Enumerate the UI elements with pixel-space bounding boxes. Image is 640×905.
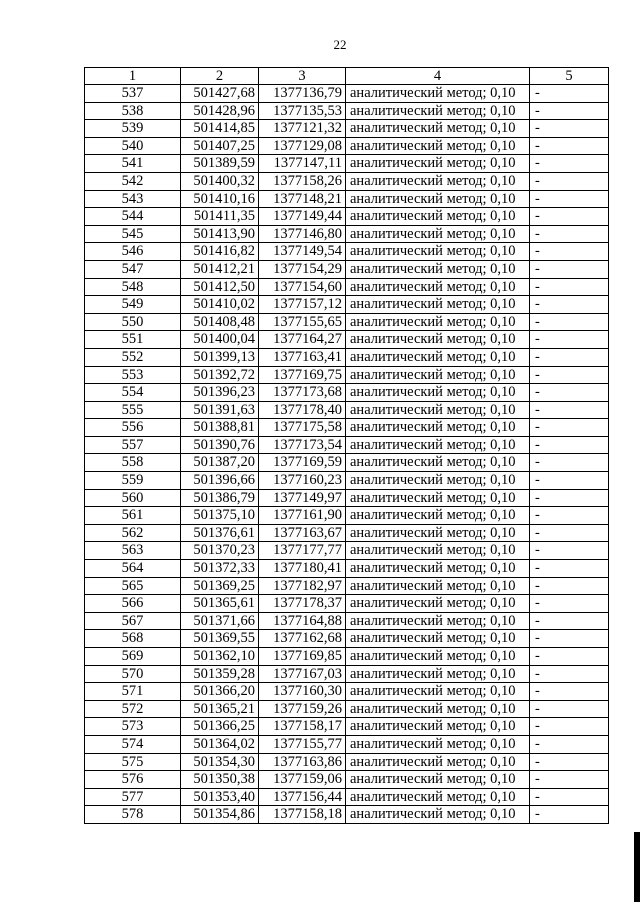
point-number-cell: 564 — [85, 560, 181, 578]
point-number-cell: 570 — [85, 665, 181, 683]
x-coordinate-cell: 501389,59 — [181, 155, 259, 173]
coordinates-table — [84, 67, 609, 824]
table-row — [85, 595, 609, 613]
y-coordinate-cell: 1377160,30 — [259, 683, 346, 701]
point-number-cell: 548 — [85, 278, 181, 296]
y-coordinate-cell: 1377149,44 — [259, 208, 346, 226]
method-cell: аналитический метод; 0,10 — [346, 700, 530, 718]
note-cell: - — [530, 384, 609, 402]
table-row — [85, 331, 609, 349]
x-coordinate-cell: 501408,48 — [181, 313, 259, 331]
note-cell: - — [530, 120, 609, 138]
point-number-cell: 540 — [85, 137, 181, 155]
note-cell: - — [530, 366, 609, 384]
table-row — [85, 683, 609, 701]
y-coordinate-cell: 1377158,17 — [259, 718, 346, 736]
point-number-cell: 559 — [85, 472, 181, 490]
note-cell: - — [530, 208, 609, 226]
note-cell: - — [530, 489, 609, 507]
point-number-cell: 551 — [85, 331, 181, 349]
note-cell: - — [530, 472, 609, 490]
method-cell: аналитический метод; 0,10 — [346, 436, 530, 454]
y-coordinate-cell: 1377178,40 — [259, 401, 346, 419]
method-cell: аналитический метод; 0,10 — [346, 172, 530, 190]
point-number-cell: 547 — [85, 260, 181, 278]
method-cell: аналитический метод; 0,10 — [346, 401, 530, 419]
table-row — [85, 436, 609, 454]
method-cell: аналитический метод; 0,10 — [346, 348, 530, 366]
point-number-cell: 556 — [85, 419, 181, 437]
table-row — [85, 577, 609, 595]
table-row — [85, 630, 609, 648]
note-cell: - — [530, 419, 609, 437]
note-cell: - — [530, 331, 609, 349]
y-coordinate-cell: 1377146,80 — [259, 225, 346, 243]
note-cell: - — [530, 155, 609, 173]
y-coordinate-cell: 1377149,97 — [259, 489, 346, 507]
table-row — [85, 454, 609, 472]
y-coordinate-cell: 1377164,27 — [259, 331, 346, 349]
table-row — [85, 190, 609, 208]
y-coordinate-cell: 1377154,29 — [259, 260, 346, 278]
method-cell: аналитический метод; 0,10 — [346, 542, 530, 560]
point-number-cell: 542 — [85, 172, 181, 190]
x-coordinate-cell: 501391,63 — [181, 401, 259, 419]
y-coordinate-cell: 1377155,65 — [259, 313, 346, 331]
table-row — [85, 612, 609, 630]
x-coordinate-cell: 501366,20 — [181, 683, 259, 701]
table-row — [85, 102, 609, 120]
y-coordinate-cell: 1377155,77 — [259, 735, 346, 753]
x-coordinate-cell: 501365,21 — [181, 700, 259, 718]
note-cell: - — [530, 524, 609, 542]
note-cell: - — [530, 577, 609, 595]
x-coordinate-cell: 501353,40 — [181, 788, 259, 806]
point-number-cell: 563 — [85, 542, 181, 560]
method-cell: аналитический метод; 0,10 — [346, 489, 530, 507]
point-number-cell: 577 — [85, 788, 181, 806]
y-coordinate-cell: 1377182,97 — [259, 577, 346, 595]
y-coordinate-cell: 1377154,60 — [259, 278, 346, 296]
method-cell: аналитический метод; 0,10 — [346, 612, 530, 630]
y-coordinate-cell: 1377161,90 — [259, 507, 346, 525]
note-cell: - — [530, 788, 609, 806]
header-col-2: 2 — [181, 68, 259, 85]
note-cell: - — [530, 700, 609, 718]
note-cell: - — [530, 630, 609, 648]
table-row — [85, 665, 609, 683]
method-cell: аналитический метод; 0,10 — [346, 419, 530, 437]
y-coordinate-cell: 1377163,86 — [259, 753, 346, 771]
y-coordinate-cell: 1377162,68 — [259, 630, 346, 648]
table-row — [85, 472, 609, 490]
x-coordinate-cell: 501410,16 — [181, 190, 259, 208]
y-coordinate-cell: 1377163,41 — [259, 348, 346, 366]
y-coordinate-cell: 1377156,44 — [259, 788, 346, 806]
x-coordinate-cell: 501369,55 — [181, 630, 259, 648]
y-coordinate-cell: 1377147,11 — [259, 155, 346, 173]
note-cell: - — [530, 648, 609, 666]
point-number-cell: 575 — [85, 753, 181, 771]
method-cell: аналитический метод; 0,10 — [346, 243, 530, 261]
method-cell: аналитический метод; 0,10 — [346, 155, 530, 173]
y-coordinate-cell: 1377180,41 — [259, 560, 346, 578]
x-coordinate-cell: 501354,30 — [181, 753, 259, 771]
x-coordinate-cell: 501366,25 — [181, 718, 259, 736]
x-coordinate-cell: 501390,76 — [181, 436, 259, 454]
note-cell: - — [530, 542, 609, 560]
point-number-cell: 569 — [85, 648, 181, 666]
point-number-cell: 554 — [85, 384, 181, 402]
point-number-cell: 558 — [85, 454, 181, 472]
note-cell: - — [530, 771, 609, 789]
y-coordinate-cell: 1377167,03 — [259, 665, 346, 683]
point-number-cell: 578 — [85, 806, 181, 824]
note-cell: - — [530, 137, 609, 155]
table-header-row — [85, 68, 609, 85]
method-cell: аналитический метод; 0,10 — [346, 472, 530, 490]
y-coordinate-cell: 1377173,54 — [259, 436, 346, 454]
method-cell: аналитический метод; 0,10 — [346, 507, 530, 525]
x-coordinate-cell: 501370,23 — [181, 542, 259, 560]
x-coordinate-cell: 501354,86 — [181, 806, 259, 824]
note-cell: - — [530, 260, 609, 278]
point-number-cell: 537 — [85, 85, 181, 103]
method-cell: аналитический метод; 0,10 — [346, 120, 530, 138]
y-coordinate-cell: 1377169,75 — [259, 366, 346, 384]
x-coordinate-cell: 501396,66 — [181, 472, 259, 490]
note-cell: - — [530, 718, 609, 736]
point-number-cell: 566 — [85, 595, 181, 613]
method-cell: аналитический метод; 0,10 — [346, 384, 530, 402]
note-cell: - — [530, 454, 609, 472]
table-row — [85, 208, 609, 226]
point-number-cell: 553 — [85, 366, 181, 384]
method-cell: аналитический метод; 0,10 — [346, 225, 530, 243]
y-coordinate-cell: 1377160,23 — [259, 472, 346, 490]
note-cell: - — [530, 735, 609, 753]
method-cell: аналитический метод; 0,10 — [346, 788, 530, 806]
note-cell: - — [530, 278, 609, 296]
table-row — [85, 753, 609, 771]
method-cell: аналитический метод; 0,10 — [346, 560, 530, 578]
method-cell: аналитический метод; 0,10 — [346, 190, 530, 208]
table-row — [85, 278, 609, 296]
y-coordinate-cell: 1377178,37 — [259, 595, 346, 613]
table-row — [85, 489, 609, 507]
table-row — [85, 348, 609, 366]
x-coordinate-cell: 501416,82 — [181, 243, 259, 261]
table-row — [85, 524, 609, 542]
x-coordinate-cell: 501427,68 — [181, 85, 259, 103]
table-row — [85, 419, 609, 437]
method-cell: аналитический метод; 0,10 — [346, 595, 530, 613]
point-number-cell: 568 — [85, 630, 181, 648]
method-cell: аналитический метод; 0,10 — [346, 577, 530, 595]
table-row — [85, 85, 609, 103]
note-cell: - — [530, 665, 609, 683]
point-number-cell: 557 — [85, 436, 181, 454]
header-col-3: 3 — [259, 68, 346, 85]
method-cell: аналитический метод; 0,10 — [346, 102, 530, 120]
table-row — [85, 260, 609, 278]
x-coordinate-cell: 501387,20 — [181, 454, 259, 472]
y-coordinate-cell: 1377169,85 — [259, 648, 346, 666]
x-coordinate-cell: 501400,32 — [181, 172, 259, 190]
note-cell: - — [530, 436, 609, 454]
table-row — [85, 735, 609, 753]
x-coordinate-cell: 501410,02 — [181, 296, 259, 314]
x-coordinate-cell: 501369,25 — [181, 577, 259, 595]
note-cell: - — [530, 85, 609, 103]
y-coordinate-cell: 1377158,18 — [259, 806, 346, 824]
point-number-cell: 565 — [85, 577, 181, 595]
method-cell: аналитический метод; 0,10 — [346, 630, 530, 648]
point-number-cell: 544 — [85, 208, 181, 226]
x-coordinate-cell: 501407,25 — [181, 137, 259, 155]
y-coordinate-cell: 1377148,21 — [259, 190, 346, 208]
x-coordinate-cell: 501392,72 — [181, 366, 259, 384]
note-cell: - — [530, 560, 609, 578]
x-coordinate-cell: 501411,35 — [181, 208, 259, 226]
note-cell: - — [530, 172, 609, 190]
point-number-cell: 538 — [85, 102, 181, 120]
y-coordinate-cell: 1377173,68 — [259, 384, 346, 402]
table-row — [85, 243, 609, 261]
method-cell: аналитический метод; 0,10 — [346, 296, 530, 314]
table-row — [85, 771, 609, 789]
x-coordinate-cell: 501428,96 — [181, 102, 259, 120]
y-coordinate-cell: 1377135,53 — [259, 102, 346, 120]
x-coordinate-cell: 501412,50 — [181, 278, 259, 296]
x-coordinate-cell: 501399,13 — [181, 348, 259, 366]
method-cell: аналитический метод; 0,10 — [346, 366, 530, 384]
x-coordinate-cell: 501371,66 — [181, 612, 259, 630]
point-number-cell: 545 — [85, 225, 181, 243]
x-coordinate-cell: 501372,33 — [181, 560, 259, 578]
method-cell: аналитический метод; 0,10 — [346, 208, 530, 226]
x-coordinate-cell: 501350,38 — [181, 771, 259, 789]
note-cell: - — [530, 348, 609, 366]
point-number-cell: 552 — [85, 348, 181, 366]
note-cell: - — [530, 612, 609, 630]
point-number-cell: 572 — [85, 700, 181, 718]
x-coordinate-cell: 501376,61 — [181, 524, 259, 542]
y-coordinate-cell: 1377129,08 — [259, 137, 346, 155]
table-row — [85, 560, 609, 578]
table-row — [85, 507, 609, 525]
method-cell: аналитический метод; 0,10 — [346, 806, 530, 824]
table-row — [85, 296, 609, 314]
note-cell: - — [530, 190, 609, 208]
table-row — [85, 806, 609, 824]
method-cell: аналитический метод; 0,10 — [346, 665, 530, 683]
table-row — [85, 788, 609, 806]
point-number-cell: 549 — [85, 296, 181, 314]
method-cell: аналитический метод; 0,10 — [346, 648, 530, 666]
y-coordinate-cell: 1377163,67 — [259, 524, 346, 542]
method-cell: аналитический метод; 0,10 — [346, 771, 530, 789]
method-cell: аналитический метод; 0,10 — [346, 753, 530, 771]
point-number-cell: 567 — [85, 612, 181, 630]
table-row — [85, 401, 609, 419]
note-cell: - — [530, 683, 609, 701]
x-coordinate-cell: 501375,10 — [181, 507, 259, 525]
x-coordinate-cell: 501362,10 — [181, 648, 259, 666]
method-cell: аналитический метод; 0,10 — [346, 331, 530, 349]
point-number-cell: 560 — [85, 489, 181, 507]
note-cell: - — [530, 225, 609, 243]
table-row — [85, 155, 609, 173]
table-row — [85, 700, 609, 718]
header-col-4: 4 — [346, 68, 530, 85]
point-number-cell: 571 — [85, 683, 181, 701]
method-cell: аналитический метод; 0,10 — [346, 137, 530, 155]
x-coordinate-cell: 501359,28 — [181, 665, 259, 683]
y-coordinate-cell: 1377159,06 — [259, 771, 346, 789]
note-cell: - — [530, 507, 609, 525]
method-cell: аналитический метод; 0,10 — [346, 313, 530, 331]
y-coordinate-cell: 1377158,26 — [259, 172, 346, 190]
note-cell: - — [530, 313, 609, 331]
note-cell: - — [530, 753, 609, 771]
point-number-cell: 539 — [85, 120, 181, 138]
y-coordinate-cell: 1377157,12 — [259, 296, 346, 314]
table-row — [85, 225, 609, 243]
point-number-cell: 555 — [85, 401, 181, 419]
header-col-5: 5 — [530, 68, 609, 85]
note-cell: - — [530, 401, 609, 419]
y-coordinate-cell: 1377177,77 — [259, 542, 346, 560]
note-cell: - — [530, 806, 609, 824]
table-row — [85, 313, 609, 331]
y-coordinate-cell: 1377136,79 — [259, 85, 346, 103]
point-number-cell: 562 — [85, 524, 181, 542]
point-number-cell: 576 — [85, 771, 181, 789]
point-number-cell: 541 — [85, 155, 181, 173]
table-row — [85, 384, 609, 402]
table-row — [85, 120, 609, 138]
y-coordinate-cell: 1377175,58 — [259, 419, 346, 437]
method-cell: аналитический метод; 0,10 — [346, 718, 530, 736]
method-cell: аналитический метод; 0,10 — [346, 683, 530, 701]
x-coordinate-cell: 501364,02 — [181, 735, 259, 753]
y-coordinate-cell: 1377159,26 — [259, 700, 346, 718]
point-number-cell: 550 — [85, 313, 181, 331]
table-body — [85, 85, 609, 824]
y-coordinate-cell: 1377169,59 — [259, 454, 346, 472]
x-coordinate-cell: 501388,81 — [181, 419, 259, 437]
table-row — [85, 366, 609, 384]
point-number-cell: 574 — [85, 735, 181, 753]
x-coordinate-cell: 501414,85 — [181, 120, 259, 138]
method-cell: аналитический метод; 0,10 — [346, 278, 530, 296]
method-cell: аналитический метод; 0,10 — [346, 454, 530, 472]
point-number-cell: 546 — [85, 243, 181, 261]
page-number: 22 — [333, 37, 347, 52]
method-cell: аналитический метод; 0,10 — [346, 260, 530, 278]
method-cell: аналитический метод; 0,10 — [346, 524, 530, 542]
x-coordinate-cell: 501396,23 — [181, 384, 259, 402]
method-cell: аналитический метод; 0,10 — [346, 735, 530, 753]
y-coordinate-cell: 1377149,54 — [259, 243, 346, 261]
table-row — [85, 172, 609, 190]
note-cell: - — [530, 296, 609, 314]
point-number-cell: 543 — [85, 190, 181, 208]
point-number-cell: 561 — [85, 507, 181, 525]
x-coordinate-cell: 501412,21 — [181, 260, 259, 278]
point-number-cell: 573 — [85, 718, 181, 736]
header-col-1: 1 — [85, 68, 181, 85]
note-cell: - — [530, 595, 609, 613]
scan-edge-mark — [634, 832, 640, 902]
method-cell: аналитический метод; 0,10 — [346, 85, 530, 103]
table-row — [85, 648, 609, 666]
note-cell: - — [530, 102, 609, 120]
table-row — [85, 718, 609, 736]
y-coordinate-cell: 1377164,88 — [259, 612, 346, 630]
x-coordinate-cell: 501400,04 — [181, 331, 259, 349]
y-coordinate-cell: 1377121,32 — [259, 120, 346, 138]
x-coordinate-cell: 501413,90 — [181, 225, 259, 243]
table-row — [85, 137, 609, 155]
x-coordinate-cell: 501365,61 — [181, 595, 259, 613]
note-cell: - — [530, 243, 609, 261]
x-coordinate-cell: 501386,79 — [181, 489, 259, 507]
table-row — [85, 542, 609, 560]
